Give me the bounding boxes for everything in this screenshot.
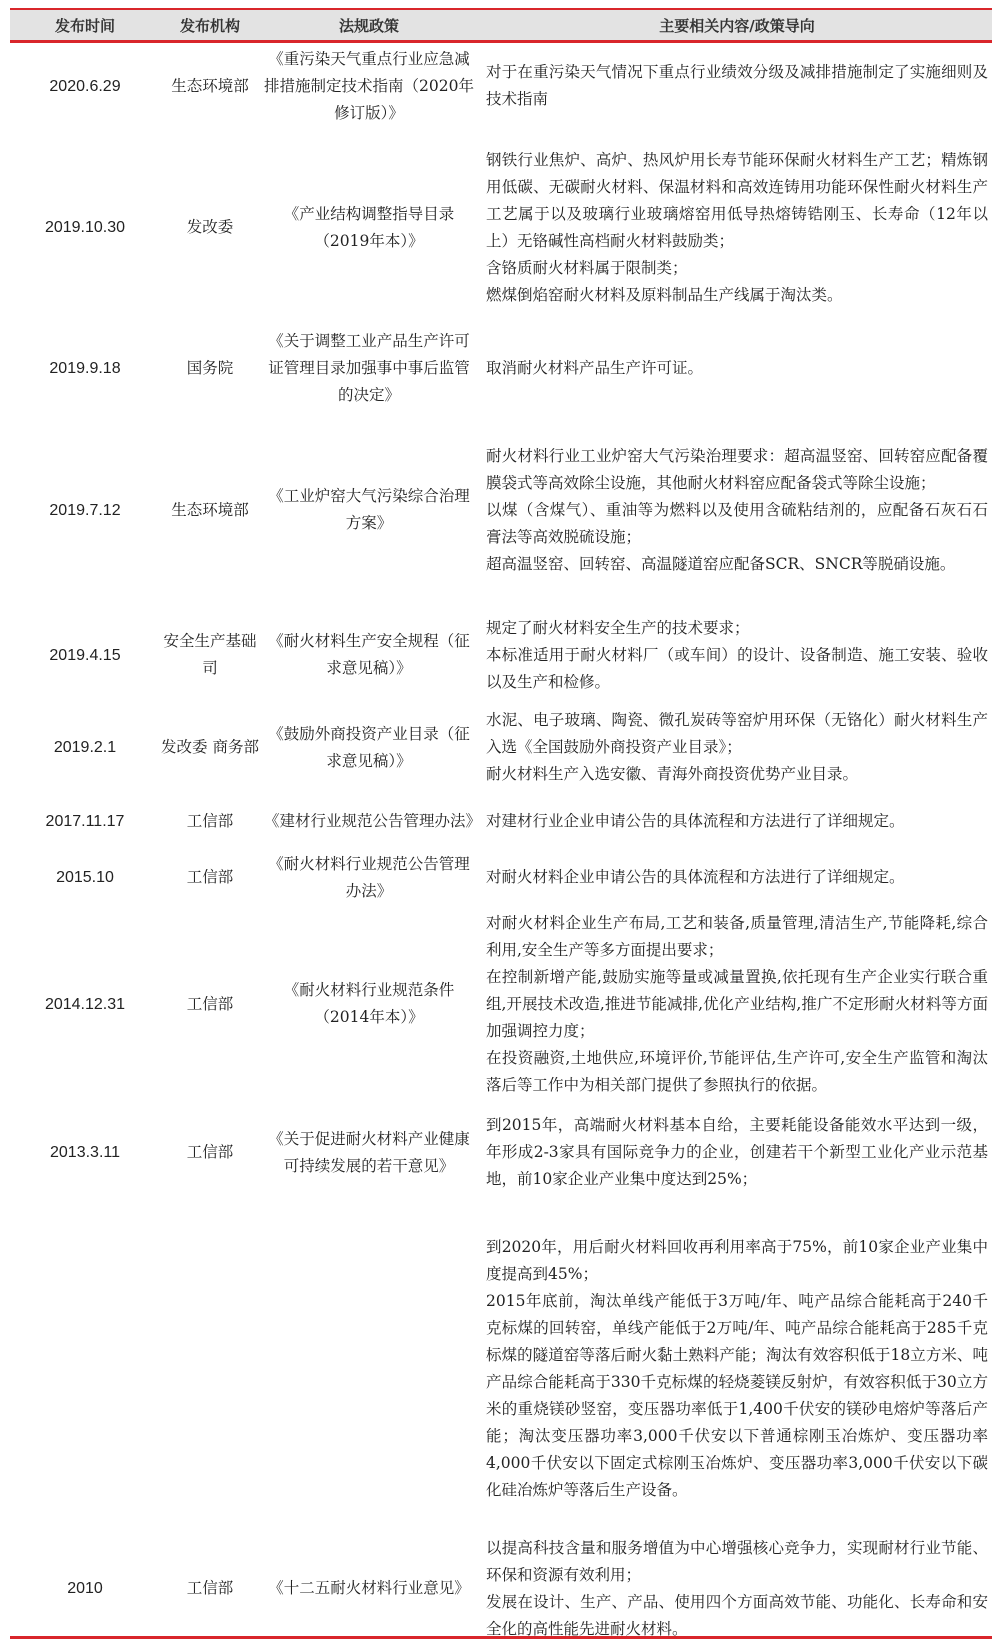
header-content: 主要相关内容/政策导向	[659, 16, 815, 35]
table-row	[10, 847, 992, 908]
agency-cell: 发改委 商务部	[161, 738, 259, 756]
content-paragraph: 对于在重污染天气情况下重点行业绩效分级及减排措施制定了实施细则及技术指南	[486, 63, 988, 108]
content-cell	[478, 1112, 992, 1193]
table-row	[10, 795, 992, 847]
date-cell: 2014.12.31	[44, 995, 126, 1013]
agency-cell: 生态环境部	[171, 500, 249, 519]
content-paragraph: 2015年底前，淘汰单线产能低于3万吨/年、吨产品综合能耗高于240千克标煤的回转窑，单线产能低于2万吨/年、吨产品综合能耗高于285千克标煤的隧道窑等落后耐火黏土熟料产能；淘汰有效容积低于18立方米、吨产品综合能耗高于330千克标煤的轻烧菱镁反射炉，有效容积低于30立方米的重烧镁砂竖窑，变压器功率低于1,400千伏安的镁砂电熔炉等落后产能；淘汰变压器功率3,000千伏安以下普通棕刚玉冶炼炉、变压器功率4,000千伏安以下固定式棕刚玉冶炼炉、变压器功率3,000千伏安以下碳化硅冶炼炉等落后生产设备。	[486, 1291, 988, 1499]
date-cell: 2017.11.17	[45, 812, 125, 830]
content-paragraph: 本标准适用于耐火材料厂（或车间）的设计、设备制造、施工安装、验收以及生产和检修。	[486, 645, 988, 691]
bottom-rule	[10, 1636, 992, 1639]
content-cell	[478, 808, 992, 835]
table-row	[10, 326, 992, 410]
policy-cell: 《关于促进耐火材料产业健康可持续发展的若干意见》	[268, 1129, 470, 1175]
content-paragraph: 在投资融资,土地供应,环境评价,节能评估,生产许可,安全生产监管和淘汰落后等工作中为相关部门提供了参照执行的依据。	[486, 1048, 988, 1094]
content-cell	[478, 707, 992, 788]
content-cell	[478, 59, 992, 113]
header-policy: 法规政策	[338, 16, 399, 35]
content-paragraph: 钢铁行业焦炉、高炉、热风炉用长寿节能环保耐火材料生产工艺；精炼钢用低碳、无碳耐火材料、保温材料和高效连铸用功能环保性耐火材料生产工艺属于以及玻璃行业玻璃熔窑用低导热熔铸锆刚玉、长寿命（12年以上）无铬碱性高档耐火材料鼓励类；	[486, 150, 988, 250]
content-paragraph: 到2020年，用后耐火材料回收再利用率高于75%，前10家企业产业集中度提高到45%；	[486, 1237, 988, 1283]
table-header	[10, 8, 992, 43]
content-cell	[478, 355, 992, 382]
content-paragraph: 对耐火材料企业申请公告的具体流程和方法进行了详细规定。	[486, 868, 905, 886]
policy-cell: 《耐火材料行业规范条件（2014年本）》	[283, 981, 455, 1026]
date-cell: 2013.3.11	[50, 1144, 120, 1161]
content-paragraph: 以提高科技含量和服务增值为中心增强核心竞争力，实现耐材行业节能、环保和资源有效利用；	[486, 1538, 988, 1584]
content-paragraph: 对建材行业企业申请公告的具体流程和方法进行了详细规定。	[486, 811, 905, 830]
agency-cell: 安全生产基础司	[163, 632, 257, 677]
policy-cell: 《重污染天气重点行业应急减排措施制定技术指南（2020年修订版）》	[264, 49, 474, 122]
content-paragraph: 耐火材料行业工业炉窑大气污染治理要求：超高温竖窑、回转窑应配备覆膜袋式等高效除尘设施，其他耐火材料窑应配备袋式等除尘设施；	[486, 446, 988, 492]
agency-cell: 生态环境部	[171, 76, 249, 95]
content-paragraph: 到2015年，高端耐火材料基本自给，主要耗能设备能效水平达到一级，年形成2-3家具有国际竞争力的企业，创建若干个新型工业化产业示范基地，前10家企业产业集中度达到25%；	[486, 1116, 988, 1188]
policy-cell: 《耐火材料生产安全规程（征求意见稿）》	[268, 632, 470, 677]
content-cell	[478, 864, 992, 891]
agency-cell: 工信部	[186, 868, 234, 886]
date-cell: 2019.9.18	[49, 359, 121, 377]
agency-cell: 发改委	[186, 218, 234, 236]
policy-cell: 《鼓励外商投资产业目录（征求意见稿）》	[268, 724, 470, 770]
table-row	[10, 610, 992, 700]
table-row	[10, 43, 992, 129]
date-cell: 2015.10	[56, 869, 114, 886]
content-paragraph: 燃煤倒焰窑耐火材料及原料制品生产线属于淘汰类。	[486, 285, 843, 304]
content-cell	[478, 443, 992, 578]
content-cell	[478, 910, 992, 1099]
date-cell: 2019.10.30	[44, 219, 126, 236]
agency-cell: 工信部	[186, 811, 234, 830]
table-row	[10, 700, 992, 795]
table-row	[10, 1205, 992, 1532]
content-paragraph: 以煤（含煤气）、重油等为燃料以及使用含硫粘结剂的，应配备石灰石石膏法等高效脱硫设施；	[486, 500, 988, 546]
table-body	[10, 43, 992, 1645]
date-cell: 2010	[67, 1580, 103, 1597]
policy-cell: 《建材行业规范公告管理办法》	[264, 811, 482, 830]
date-cell: 2020.6.29	[49, 77, 121, 95]
content-paragraph: 耐火材料生产入选安徽、青海外商投资优势产业目录。	[486, 765, 859, 783]
date-cell: 2019.2.1	[53, 739, 117, 756]
policy-cell: 《工业炉窑大气污染综合治理方案》	[268, 487, 470, 532]
header-agency: 发布机构	[179, 16, 240, 35]
content-cell	[478, 1234, 992, 1504]
content-paragraph: 含铬质耐火材料属于限制类；	[486, 258, 688, 277]
content-paragraph: 在控制新增产能,鼓励实施等量或减量置换,依托现有生产企业实行联合重组,开展技术改造,推进节能减排,优化产业结构,推广不定形耐火材料等方面加强调控力度；	[486, 967, 988, 1040]
agency-cell: 国务院	[186, 358, 234, 377]
agency-cell: 工信部	[186, 1143, 234, 1161]
policy-cell: 《产业结构调整指导目录（2019年本）》	[283, 204, 455, 250]
content-cell	[478, 1535, 992, 1643]
agency-cell: 工信部	[186, 1579, 234, 1597]
table-row	[10, 908, 992, 1100]
agency-cell: 工信部	[186, 994, 234, 1013]
table-row	[10, 1100, 992, 1205]
table-row	[10, 410, 992, 610]
header-date: 发布时间	[54, 16, 115, 35]
content-paragraph: 超高温竖窑、回转窑、高温隧道窑应配备SCR、SNCR等脱硝设施。	[486, 554, 956, 573]
content-paragraph: 水泥、电子玻璃、陶瓷、微孔炭砖等窑炉用环保（无铬化）耐火材料生产入选《全国鼓励外商投资产业目录》；	[486, 711, 988, 756]
content-paragraph: 发展在设计、生产、产品、使用四个方面高效节能、功能化、长寿命和安全化的高性能先进耐火材料。	[486, 1592, 988, 1638]
policy-cell: 《十二五耐火材料行业意见》	[268, 1579, 470, 1597]
table-row	[10, 129, 992, 326]
table-row	[10, 1532, 992, 1645]
content-paragraph: 规定了耐火材料安全生产的技术要求；	[486, 618, 750, 637]
content-cell	[478, 615, 992, 696]
policy-cell: 《耐火材料行业规范公告管理办法》	[268, 854, 470, 900]
policy-cell: 《关于调整工业产品生产许可证管理目录加强事中事后监管的决定》	[268, 331, 470, 404]
content-cell	[478, 147, 992, 309]
date-cell: 2019.4.15	[49, 646, 121, 664]
content-paragraph: 对耐火材料企业生产布局,工艺和装备,质量管理,清洁生产,节能降耗,综合利用,安全生产等多方面提出要求；	[486, 913, 988, 959]
policy-table	[10, 8, 992, 1645]
date-cell: 2019.7.12	[49, 501, 121, 519]
content-paragraph: 取消耐火材料产品生产许可证。	[486, 358, 704, 377]
